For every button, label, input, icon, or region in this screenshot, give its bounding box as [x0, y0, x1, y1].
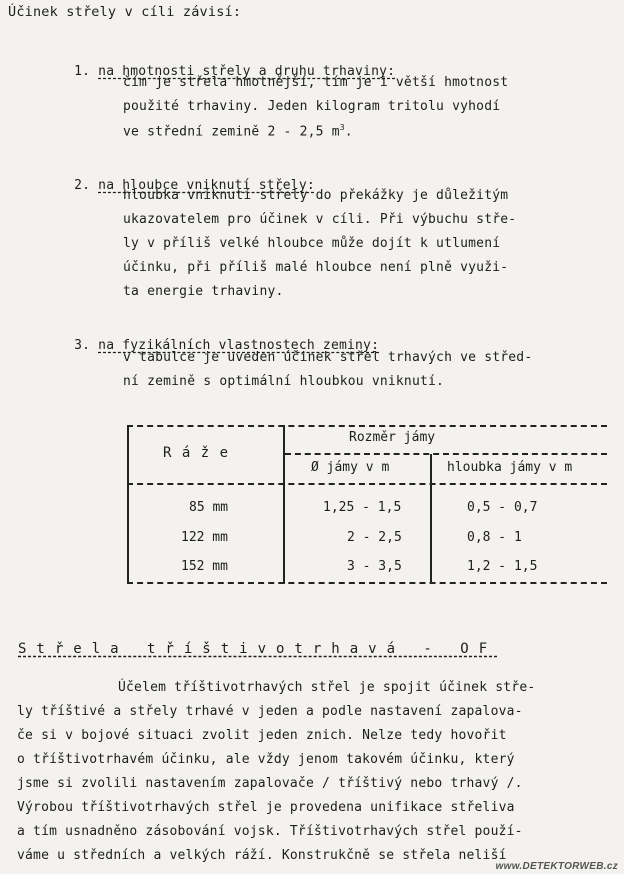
paragraph-line-5: jsme si zvolili nastavením zapalovače / tříštivý nebo trhavý /.: [17, 776, 523, 791]
section-1-line-3-end: .: [344, 124, 353, 140]
row-3-caliber: 152 mm: [181, 559, 228, 574]
table-group-divider: [285, 453, 607, 455]
section-3-line-2: ní zemině s optimální hloubkou vniknutí.: [123, 374, 445, 389]
table-left-border: [127, 425, 129, 584]
section-3-number: 3.: [74, 338, 91, 353]
table-col-divider-2: [430, 454, 432, 584]
paragraph-line-4: o tříštivotrhavém účinku, ale vždy jenom takovém účinku, který: [17, 752, 515, 767]
section-1-line-1: čím je střela hmotnější, tím je i větší hmotnost: [123, 75, 509, 90]
paragraph-line-1: Účelem tříštivotrhavých střel je spojit účinek stře-: [118, 680, 536, 695]
row-1-caliber: 85 mm: [189, 500, 229, 515]
table-bottom-border: [127, 582, 607, 584]
section-2-line-2: ukazovatelem pro účinek v cíli. Při výbuchu stře-: [123, 212, 517, 227]
section-2-line-4: účinku, při příliš malé hloubce není plně využi-: [123, 260, 509, 275]
row-2-caliber: 122 mm: [181, 530, 228, 545]
row-3-diameter: 3 - 3,5: [347, 559, 402, 574]
row-2-depth: 0,8 - 1: [467, 530, 522, 545]
section-1-line-3-text: ve střední zemině 2 - 2,5 m: [123, 124, 340, 140]
table-header-depth: hloubka jámy v m: [447, 460, 573, 475]
section-1-line-3: [123, 123, 353, 139]
table-top-border: [127, 425, 607, 427]
paragraph-line-2: ly tříštivé a střely trhavé v jeden a podle nastavení zapalova-: [17, 704, 523, 719]
paragraph-line-6: Výrobou tříštivotrhavých střel je provedena unifikace střeliva: [17, 800, 515, 815]
paragraph-line-7: a tím usnadněno zásobování vojsk. Tříštivotrhavých střel použí-: [17, 824, 523, 839]
section-2-number: 2.: [74, 178, 91, 193]
paragraph-line-3: če si v bojové situaci zvolit jeden znich. Nelze tedy hovořit: [17, 728, 507, 743]
table-header-group: Rozměr jámy: [349, 430, 436, 445]
section-title-of: Střela tříštivotrhavá - OF: [18, 641, 498, 657]
section-1-line-2: použité trhaviny. Jeden kilogram tritolu vyhodí: [123, 99, 501, 114]
section-2-title: na hloubce vniknutí střely:: [98, 178, 315, 193]
row-1-diameter: 1,25 - 1,5: [323, 500, 402, 515]
section-2-line-5: ta energie trhaviny.: [123, 284, 284, 299]
section-1-number: 1.: [74, 64, 91, 79]
section-3-line-1: v tabulce je uveden účinek střel trhavých ve střed-: [123, 350, 533, 365]
crater-table: [127, 425, 607, 585]
section-3-title: na fyzikálních vlastnostech zeminy:: [98, 338, 380, 353]
row-2-diameter: 2 - 2,5: [347, 530, 402, 545]
table-header-diameter: Ø jámy v m: [311, 460, 390, 475]
section-2-line-3: ly v příliš velké hloubce může dojít k utlumení: [123, 236, 501, 251]
row-1-depth: 0,5 - 0,7: [467, 500, 538, 515]
paragraph-line-8: váme u středních a velkých ráží. Konstrukčně se střela neliší: [17, 848, 507, 863]
section-1-title: na hmotnosti střely a druhu trhaviny:: [98, 64, 396, 79]
table-header-caliber: R á ž e: [163, 445, 230, 461]
table-col-divider-1: [283, 425, 285, 584]
superscript-3: 3: [339, 123, 345, 132]
section-2-line-1: hloubka vniknutí střely do překážky je důležitým: [123, 188, 509, 203]
table-header-divider: [127, 483, 607, 485]
watermark-text: www.DETEKTORWEB.cz: [495, 861, 618, 872]
intro-title: Účinek střely v cíli závisí:: [8, 4, 242, 20]
row-3-depth: 1,2 - 1,5: [467, 559, 538, 574]
